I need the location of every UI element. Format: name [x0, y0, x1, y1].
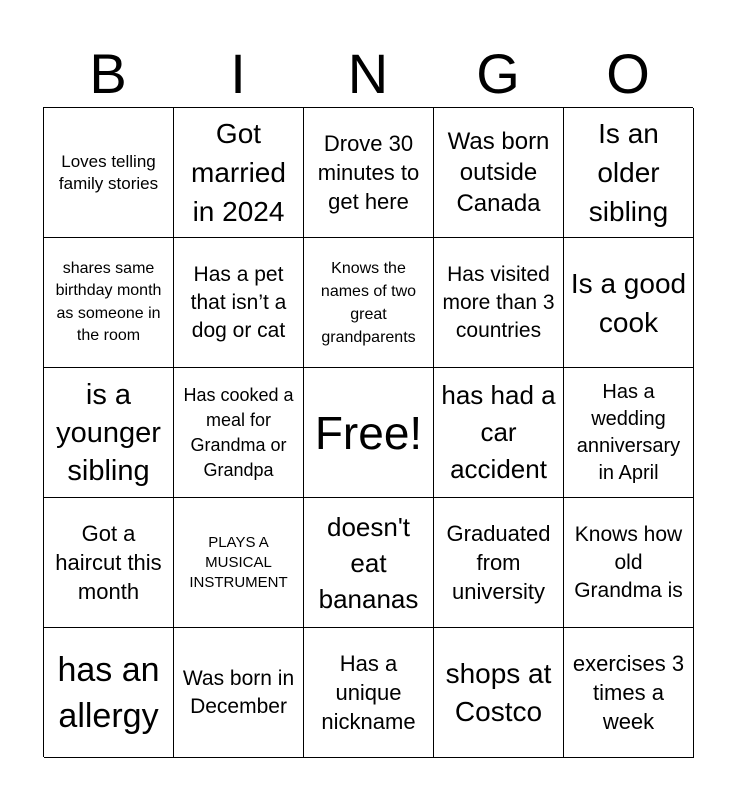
header-letter-n: N: [347, 42, 389, 105]
bingo-cell[interactable]: [434, 108, 564, 238]
bingo-cell[interactable]: [304, 498, 434, 628]
bingo-cell[interactable]: [174, 628, 304, 758]
cell-text: Has visited more than 3 countries: [442, 262, 555, 342]
bingo-cell[interactable]: [174, 238, 304, 368]
bingo-cell[interactable]: [564, 238, 694, 368]
bingo-cell[interactable]: [434, 498, 564, 628]
header-letter-b: B: [89, 42, 127, 105]
header-letter-o: O: [606, 42, 650, 105]
bingo-cell[interactable]: [564, 108, 694, 238]
header-letter-g: G: [476, 42, 520, 105]
cell-text: Has cooked a meal for Grandma or Grandpa: [183, 384, 294, 480]
bingo-cell[interactable]: [44, 498, 174, 628]
bingo-cell[interactable]: [304, 628, 434, 758]
cell-text: PLAYS A MUSICAL INSTRUMENT: [189, 533, 288, 591]
bingo-cell[interactable]: [434, 368, 564, 498]
bingo-cell[interactable]: [564, 368, 694, 498]
cell-text: is a younger sibling: [56, 378, 161, 487]
cell-text: Has a unique nickname: [321, 651, 416, 734]
cell-text: Got married in 2024: [191, 118, 286, 227]
cell-text: Loves telling family stories: [58, 151, 159, 193]
free-space[interactable]: [304, 368, 434, 498]
bingo-cell[interactable]: [174, 108, 304, 238]
free-space-text: Free!: [314, 406, 423, 459]
cell-text: Is a good cook: [570, 267, 687, 338]
cell-text: Drove 30 minutes to get here: [317, 131, 420, 214]
bingo-cell[interactable]: [44, 108, 174, 238]
cell-text: has an allergy: [57, 650, 160, 735]
cell-text: shares same birthday month as someone in the room: [55, 259, 162, 344]
cell-text: Got a haircut this month: [55, 521, 162, 604]
cell-text: Has a pet that isn’t a dog or cat: [190, 262, 287, 342]
bingo-board: [43, 107, 693, 757]
cell-text: Was born outside Canada: [447, 128, 550, 217]
bingo-cell[interactable]: [304, 108, 434, 238]
bingo-header: [43, 40, 693, 108]
bingo-cell[interactable]: [304, 238, 434, 368]
bingo-cell[interactable]: [434, 238, 564, 368]
bingo-cell[interactable]: [174, 368, 304, 498]
cell-text: Knows how old Grandma is: [574, 522, 683, 602]
header-letter-i: I: [230, 42, 246, 105]
cell-text: Knows the names of two great grandparents: [320, 259, 417, 346]
bingo-cell[interactable]: [44, 628, 174, 758]
bingo-cell[interactable]: [564, 628, 694, 758]
cell-text: Was born in December: [182, 666, 295, 718]
cell-text: shops at Costco: [445, 657, 552, 727]
bingo-cell[interactable]: [174, 498, 304, 628]
cell-text: Is an older sibling: [588, 118, 669, 227]
cell-text: doesn't eat bananas: [318, 511, 419, 614]
cell-text: has had a car accident: [441, 380, 556, 484]
cell-text: Has a wedding anniversary in April: [576, 380, 681, 484]
bingo-cell[interactable]: [434, 628, 564, 758]
bingo-cell[interactable]: [44, 368, 174, 498]
bingo-cell[interactable]: [44, 238, 174, 368]
bingo-cell[interactable]: [564, 498, 694, 628]
cell-text: Graduated from university: [446, 521, 551, 604]
cell-text: exercises 3 times a week: [572, 651, 685, 734]
